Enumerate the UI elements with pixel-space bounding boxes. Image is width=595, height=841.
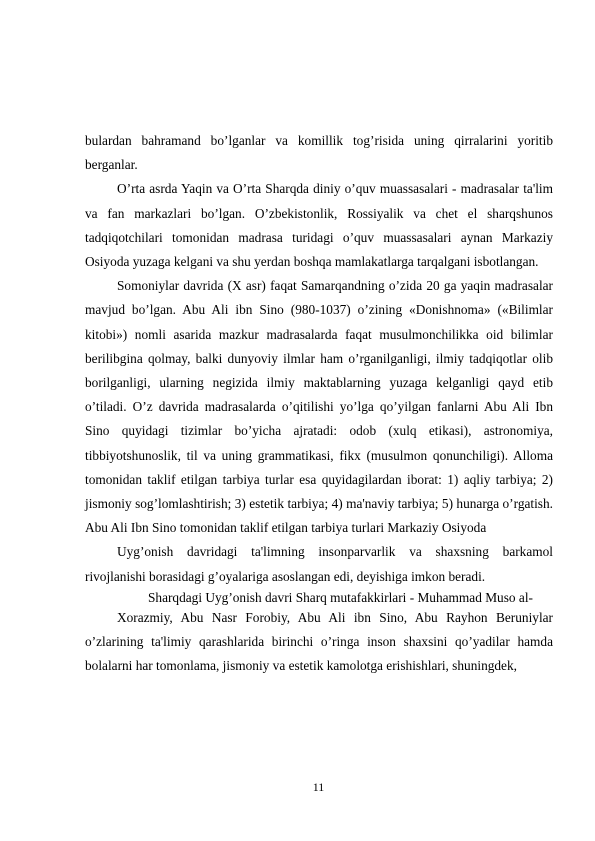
section-heading: Sharqdagi Uyg’onish davri Sharq mutafakkirlari - Muhammad Muso al- bbox=[148, 589, 533, 605]
page-number: 11 bbox=[312, 780, 325, 794]
paragraph-madrasalar: O’rta asrda Yaqin va O’rta Sharqda diniy o’quv muassasalari - madrasalar ta'lim va fan markazlari bo’lgan. O’zbekistonlik, Rossiyalik va chet el sharqshunos tadqiqotchilari tomonidan madrasa turidagi o’quv muassasalari aynan Markaziy Osiyoda yuzaga kelgani va shu yerdan boshqa mamlakatlarga tarqalgani isbotlangan. bbox=[85, 181, 553, 270]
paragraph-mutafakkirlar: Xorazmiy, Abu Nasr Forobiy, Abu Ali ibn Sino, Abu Rayhon Beruniylar o’zlarining ta'limiy qarashlarida birinchi o’ringa inson shaxsini qo’yadilar hamda bolalarni har tomonlama, jismoniy va estetik kamolotga erishishlari, shuningdek, bbox=[85, 609, 553, 674]
paragraph-somoniylar: Somoniylar davrida (X asr) faqat Samarqandning o’zida 20 ga yaqin madrasalar mavjud bo’lgan. Abu Ali ibn Sino (980-1037) o’zining «Donishnoma» («Bilimlar kitobi») nomli asarida mazkur madrasalarda faqat musulmonchilikka oid bilimlar berilibgina qolmay, balki dunyoviy ilmlar ham o’rganilganligi, ilmiy tadqiqotlar olib borilganligi, ularning negizida ilmiy maktablarning yuzaga kelganligi qayd etib o’tiladi. O’z davrida madrasalarda o’qitilishi yo’lga qo’yilgan fanlarni Abu Ali Ibn Sino quyidagi tizimlar bo’yicha ajratadi: odob (xulq etikasi), astronomiya, tibbiyotshunoslik, til va uning grammatikasi, fikx (musulmon qonunchiligi). Alloma tomonidan taklif etilgan tarbiya turlar esa quyidagilardan iborat: 1) aqliy tarbiya; 2) jismoniy sog’lomlashtirish; 3) estetik tarbiya; 4) ma'naviy tarbiya; 5) hunarga o’rgatish. Abu Ali Ibn Sino tomonidan taklif etilgan tarbiya turlari Markaziy Osiyoda bbox=[85, 278, 553, 536]
paragraph-continuation: bulardan bahramand bo’lganlar va komillik tog’risida uning qirralarini yoritib berganlar. bbox=[85, 133, 553, 173]
paragraph-uygonish: Uyg’onish davridagi ta'limning insonparvarlik va shaxsning barkamol rivojlanishi borasidagi g’oyalariga asoslangan edi, deyishiga imkon beradi. bbox=[85, 544, 553, 584]
body-text bbox=[85, 129, 553, 678]
